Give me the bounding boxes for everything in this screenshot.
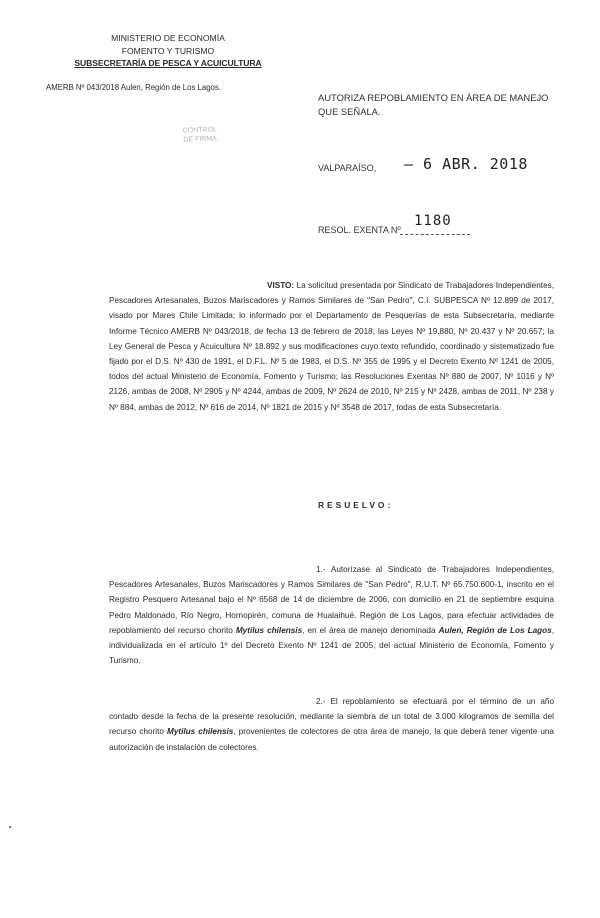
document-place: VALPARAÍSO, — [318, 163, 377, 173]
letterhead-reference: AMERB Nº 043/2018 Aulen, Región de Los Lagos. — [46, 83, 221, 92]
article-1-text-b: , en el área de manejo denominada — [302, 625, 439, 635]
resolution-article-2 — [109, 694, 554, 755]
stamp-line-1: CONTROL — [182, 126, 217, 135]
control-stamp — [162, 115, 237, 160]
stamp-line-2: DE FIRMA — [183, 135, 217, 144]
resolution-number-line — [400, 234, 470, 235]
resolution-article-1 — [109, 562, 554, 668]
article-1-text-a: 1.- Autorízase al Sindicato de Trabajadores Independientes, Pescadores Artesanales, Buzos Mariscadores y Ramos Similares de "San Pedro", R.U.T. Nº 65.750.600-1, inscrito en el Registro Pesquero Artesanal bajo el Nº 6568 de 14 de diciembre de 2006, con domicilio en 21 de septiembre esquina Pedro Maldonado, Río Negro, Hornopirén, comuna de Hualaihué, Región de Los Lagos, para efectuar actividades de repoblamiento del recurso chorito — [109, 565, 554, 635]
article-1-species: Mytilus chilensis — [235, 625, 303, 635]
letterhead-ministry-sub: FOMENTO Y TURISMO — [121, 45, 215, 56]
article-1-area: Aulen, Región de Los Lagos — [438, 625, 552, 635]
letterhead-subsecretariat: SUBSECRETARÍA DE PESCA Y ACUICULTURA — [74, 58, 262, 68]
article-1-text-c: , individualizada en el artículo 1º del Decreto Exento Nº 1241 de 2005, del actual Ministerio de Economía, Fomento y Turismo. — [109, 625, 554, 666]
resolution-label: RESOL. EXENTA Nº — [318, 225, 401, 235]
visto-paragraph — [109, 278, 554, 415]
visto-lead: VISTO: — [267, 281, 295, 290]
article-2-text-b: , provenientes de colectores de otra área de manejo, la que deberá tener vigente una autorización de instalación de colectores. — [109, 727, 554, 752]
document-date-stamp: – 6 ABR. 2018 — [404, 155, 528, 173]
article-2-text-a: 2.- El repoblamiento se efectuará por el término de un año contado desde la fecha de la presente resolución, mediante la siembra de un total de 3.000 kilogramos de semilla del recurso chorito — [109, 697, 554, 737]
scan-speck — [9, 826, 11, 828]
resolution-number: 1180 — [414, 213, 452, 229]
article-2-species: Mytilus chilensis — [167, 727, 234, 737]
resuelvo-heading: RESUELVO: — [318, 500, 394, 510]
letterhead — [46, 32, 268, 92]
document-subject: AUTORIZA REPOBLAMIENTO EN ÁREA DE MANEJO QUE SEÑALA. — [318, 92, 549, 117]
letterhead-ministry: MINISTERIO DE ECONOMÍA — [111, 33, 225, 43]
visto-text: La solicitud presentada por Sindicato de Trabajadores Independientes, Pescadores Artesanales, Buzos Mariscadores y Ramos Similares de "San Pedro", C.I. SUBPESCA Nº 12.899 de 2017, visado por Mares Chile Limitada; lo informado por el Departamento de Pesquerías de esta Subsecretaría, mediante Informe Técnico AMERB Nº 043/2018, de fecha 13 de febrero de 2018; las Leyes Nº 19.880, Nº 20.437 y Nº 20.657; la Ley General de Pesca y Acuicultura Nº 18.892 y sus modificaciones cuyo texto refundido, coordinado y sistematizado fue fijado por el D.S. Nº 430 de 1991, el D.F.L. Nº 5 de 1983, el D.S. Nº 355 de 1995 y el Decreto Exento Nº 1241 de 2005, todos del actual Ministerio de Economía, Fomento y Turismo; las Resoluciones Exentas Nº 880 de 2007, Nº 1016 y Nº 2126, ambas de 2008, Nº 2905 y Nº 4244, ambas de 2009, Nº 2624 de 2010, Nº 215 y Nº 2428, ambas de 2011, Nº 238 y Nº 884, ambas de 2012, Nº 616 de 2014, Nº 1821 de 2015 y Nº 3548 de 2017, todas de esta Subsecretaría. — [109, 281, 554, 412]
